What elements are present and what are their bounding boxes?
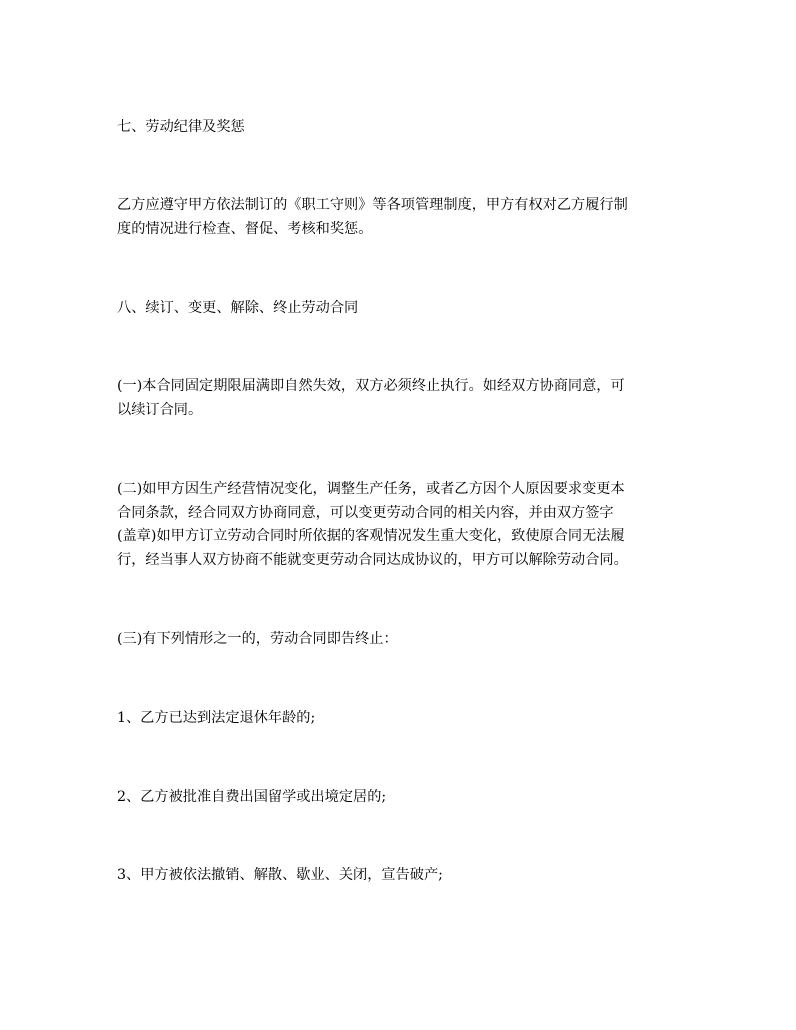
text-line: 度的情况进行检查、督促、考核和奖惩。 <box>117 220 373 237</box>
text-line: (二)如甲方因生产经营情况变化，调整生产任务，或者乙方因个人原因要求变更本 <box>117 481 625 497</box>
text-line: (盖章)如甲方订立劳动合同时所依据的客观情况发生重大变化，致使原合同无法履 <box>117 528 625 544</box>
text-line: 八、续订、变更、解除、终止劳动合同 <box>117 300 359 316</box>
paragraph-clause-1 <box>117 375 687 422</box>
text-line: 乙方应遵守甲方依法制订的《职工守则》等各项管理制度，甲方有权对乙方履行制 <box>117 197 628 213</box>
list-item-1 <box>117 707 687 731</box>
text-line: 合同条款，经合同双方协商同意，可以变更劳动合同的相关内容，并由双方签字 <box>117 504 614 521</box>
text-line: 1、乙方已达到法定退休年龄的; <box>117 710 316 726</box>
paragraph-clause-2 <box>117 478 687 572</box>
section-heading-8 <box>117 297 687 321</box>
section-heading-7 <box>117 116 687 140</box>
text-line: 2、乙方被批准自费出国留学或出境定居的; <box>117 789 387 805</box>
text-line: 3、甲方被依法撤销、解散、歇业、关闭，宣告破产; <box>117 867 443 883</box>
text-line: 行，经当事人双方协商不能就变更劳动合同达成协议的，甲方可以解除劳动合同。 <box>117 551 628 568</box>
text-line: 以续订合同。 <box>117 401 203 418</box>
paragraph-clause-3 <box>117 628 687 652</box>
list-item-3 <box>117 864 687 888</box>
paragraph-labor-discipline <box>117 194 687 241</box>
list-item-2 <box>117 786 687 810</box>
text-line: (一)本合同固定期限届满即自然失效，双方必须终止执行。如经双方协商同意，可 <box>117 378 625 394</box>
text-line: 七、劳动纪律及奖惩 <box>117 119 245 135</box>
text-line: (三)有下列情形之一的，劳动合同即告终止： <box>117 631 398 647</box>
